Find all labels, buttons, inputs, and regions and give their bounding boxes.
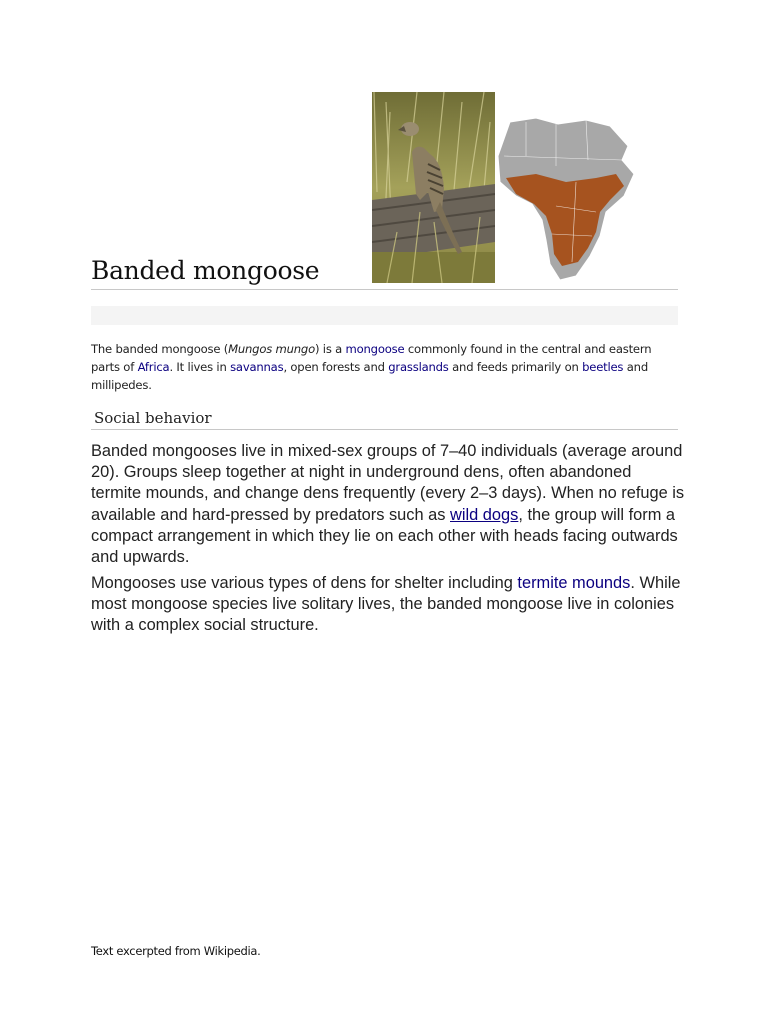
scientific-name: Mungos mungo: [228, 342, 315, 356]
paragraph-text: , the group will form a compact arrangement in which they lie on each other with heads facing outwards and upwards.: [91, 505, 678, 567]
paragraph-text: . While most mongoose species live solitary lives, the banded mongoose live in colonies with a complex social structure.: [91, 574, 681, 635]
link-africa[interactable]: Africa: [137, 360, 170, 374]
lead-text: The banded mongoose (: [91, 342, 229, 356]
lead-text: and millipedes.: [91, 360, 648, 392]
info-bar: [91, 306, 678, 325]
page-title: Banded mongoose: [91, 256, 320, 285]
lead-paragraph: [91, 340, 681, 394]
africa-range-map: [496, 116, 638, 284]
lead-text: and feeds primarily on: [448, 360, 583, 374]
mongoose-photo: [372, 92, 495, 283]
title-divider: [91, 289, 678, 290]
section-divider: [91, 429, 678, 430]
paragraph-social-1: [91, 441, 686, 568]
lead-text: ) is a: [314, 342, 346, 356]
source-credit: Text excerpted from Wikipedia.: [91, 944, 261, 958]
lead-text: , open forests and: [283, 360, 389, 374]
link-wild-dogs[interactable]: wild dogs: [450, 505, 519, 524]
lead-text: . It lives in: [169, 360, 231, 374]
paragraph-social-2: [91, 573, 686, 637]
link-grasslands[interactable]: grasslands: [388, 360, 449, 374]
link-savannas[interactable]: savannas: [230, 360, 284, 374]
link-termite-mounds[interactable]: termite mounds: [517, 574, 631, 592]
link-beetles[interactable]: beetles: [582, 360, 624, 374]
lead-text: commonly found in the central and eastern parts of: [91, 342, 652, 374]
paragraph-text: Banded mongooses live in mixed-sex groups of 7–40 individuals (average around 20). Groups sleep together at night in underground dens, often abandoned termite mounds, and change dens frequently (every 2–3 days). When no refuge is available and hard-pressed by predators such as: [91, 442, 685, 524]
link-mongoose[interactable]: mongoose: [345, 342, 405, 356]
paragraph-text: Mongooses use various types of dens for shelter including: [91, 574, 518, 592]
section-heading-social-behavior: Social behavior: [94, 409, 212, 427]
